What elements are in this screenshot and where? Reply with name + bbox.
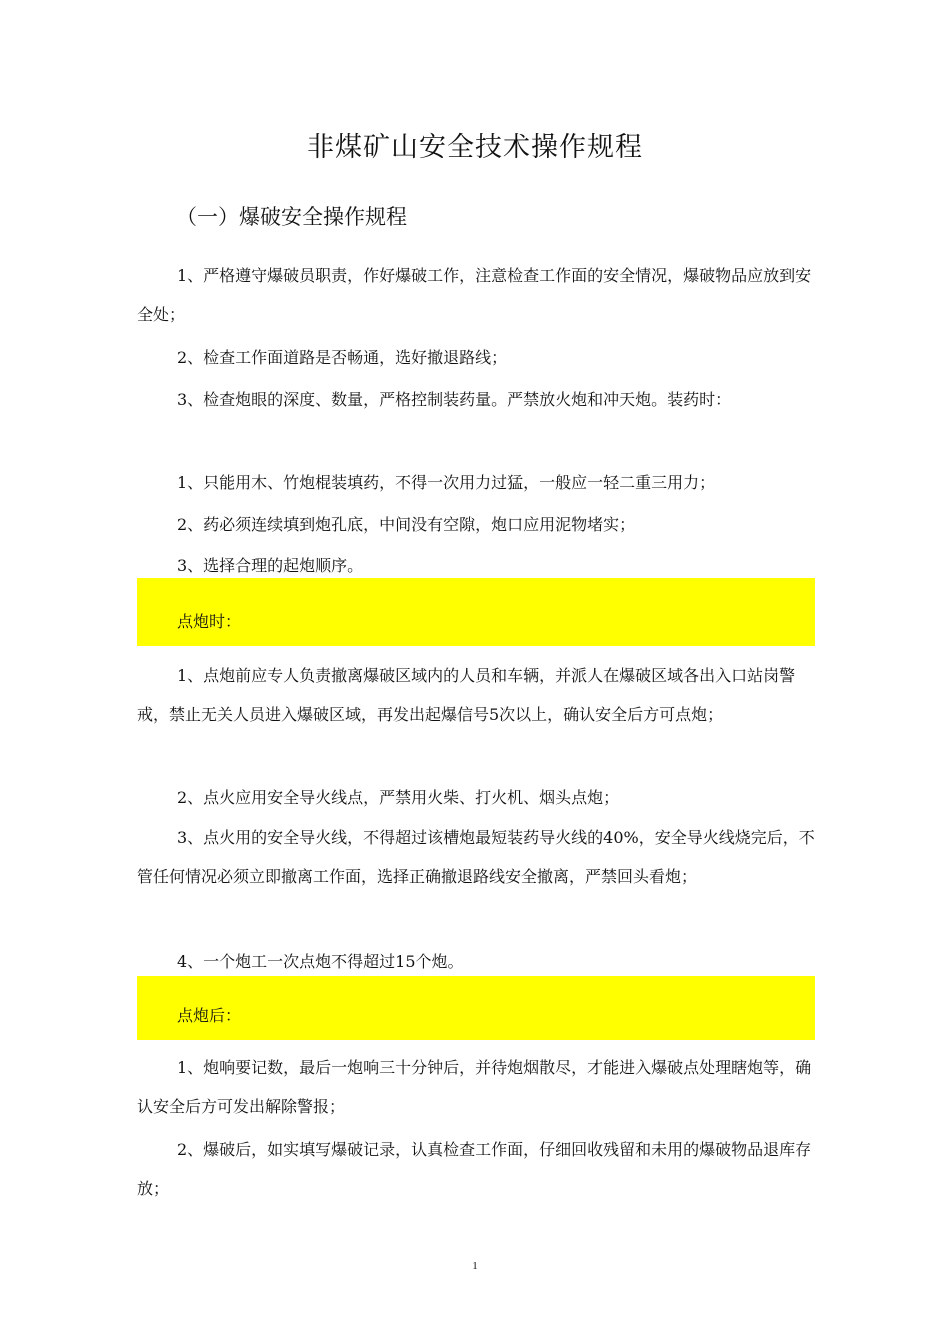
paragraph: 1、只能用木、竹炮棍装填药，不得一次用力过猛，一般应一轻二重三用力； <box>177 473 716 492</box>
paragraph: 2、药必须连续填到炮孔底，中间没有空隙，炮口应用泥物堵实； <box>177 515 636 534</box>
paragraph: 4、一个炮工一次点炮不得超过15个炮。 <box>177 952 464 971</box>
paragraph: 2、检查工作面道路是否畅通，选好撤退路线； <box>177 348 508 367</box>
page-number: 1 <box>472 1260 478 1272</box>
highlight-text: 点炮时： <box>177 612 242 631</box>
highlighted-heading-ignite <box>137 578 815 646</box>
paragraph: 3、点火用的安全导火线，不得超过该槽炮最短装药导火线的40%，安全导火线烧完后，不管任何情况必须立即撤离工作面，选择正确撤退路线安全撤离，严禁回头看炮； <box>137 828 815 886</box>
paragraph: 1、严格遵守爆破员职责，作好爆破工作，注意检查工作面的安全情况，爆破物品应放到安全处； <box>137 266 812 324</box>
paragraph: 3、选择合理的起炮顺序。 <box>177 556 364 575</box>
paragraph: 3、检查炮眼的深度、数量，严格控制装药量。严禁放火炮和冲天炮。装药时： <box>177 390 732 409</box>
highlight-text: 点炮后： <box>177 1006 242 1025</box>
paragraph: 1、点炮前应专人负责撤离爆破区域内的人员和车辆，并派人在爆破区域各出入口站岗警戒，禁止无关人员进入爆破区域，再发出起爆信号5次以上，确认安全后方可点炮； <box>137 666 796 724</box>
paragraph: 1、炮响要记数，最后一炮响三十分钟后，并待炮烟散尽，才能进入爆破点处理瞎炮等，确认安全后方可发出解除警报； <box>137 1058 812 1116</box>
paragraph: 2、爆破后，如实填写爆破记录，认真检查工作面，仔细回收残留和未用的爆破物品退库存放； <box>137 1140 812 1198</box>
document-title: 非煤矿山安全技术操作规程 <box>307 132 643 163</box>
paragraph: 2、点火应用安全导火线点，严禁用火柴、打火机、烟头点炮； <box>177 788 620 807</box>
highlighted-heading-after <box>137 976 815 1040</box>
section-heading: （一）爆破安全操作规程 <box>176 205 407 229</box>
